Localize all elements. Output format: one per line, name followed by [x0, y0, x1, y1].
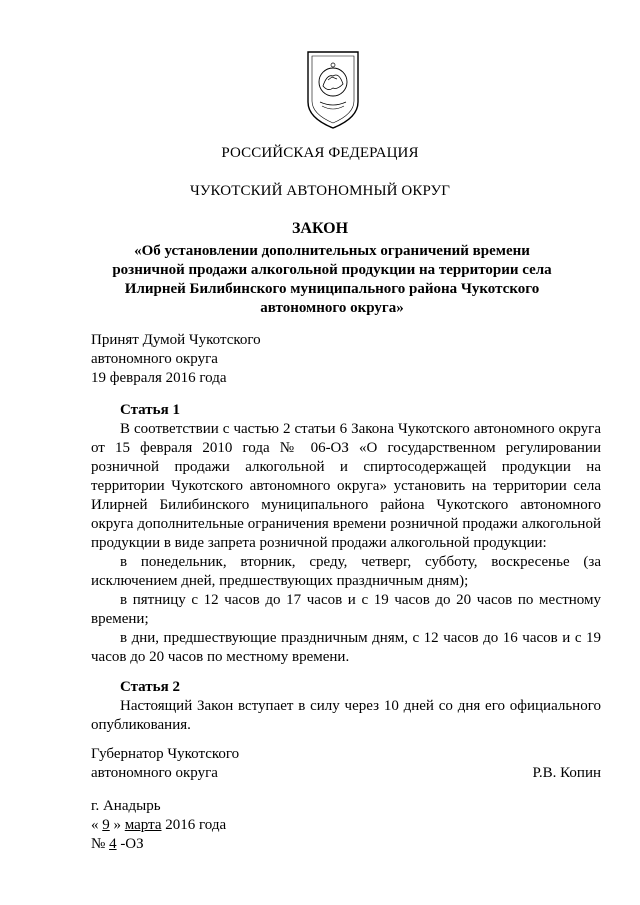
coat-of-arms-emblem — [304, 46, 362, 132]
article-2-text: Настоящий Закон вступает в силу через 10 дней со дня его официального опубликования. — [91, 698, 601, 733]
adoption-line-1: Принят Думой Чукотского — [91, 332, 261, 348]
document-type-title: ЗАКОН — [291, 220, 349, 237]
date-close-quote: » — [109, 817, 125, 833]
number-value: 4 — [109, 836, 117, 852]
article-1-item-3: в дни, предшествующие праздничным дням, с 12 часов до 16 часов и с 19 часов до 20 часов по местному времени. — [91, 630, 601, 665]
country-header: РОССИЙСКАЯ ФЕДЕРАЦИЯ — [221, 145, 419, 161]
date-year: 2016 года — [161, 817, 227, 833]
article-2-heading: Статья 2 — [120, 679, 180, 695]
date-day: 9 — [102, 817, 110, 833]
adoption-info — [91, 331, 601, 388]
signing-date — [91, 816, 601, 835]
signatory-title-line-1: Губернатор Чукотского — [91, 746, 240, 762]
law-name: «Об установлении дополнительных ограничений времени розничной продажи алкогольной продукции на территории села Илирней Билибинского муниципального района Чукотского автономного округа» — [112, 243, 552, 316]
article-2 — [91, 678, 601, 735]
adoption-date: 19 февраля 2016 года — [91, 370, 227, 386]
law-number — [91, 835, 601, 854]
number-suffix: -ОЗ — [116, 836, 144, 852]
article-1-heading: Статья 1 — [120, 402, 180, 418]
document-footer — [91, 797, 601, 854]
region-header: ЧУКОТСКИЙ АВТОНОМНЫЙ ОКРУГ — [189, 183, 451, 199]
article-1-item-2: в пятницу с 12 часов до 17 часов и с 19 часов до 20 часов по местному времени; — [91, 592, 601, 627]
date-month: марта — [124, 817, 162, 833]
city: г. Анадырь — [91, 798, 161, 814]
signature-block — [91, 745, 601, 783]
number-prefix: № — [91, 836, 110, 852]
date-open-quote: « — [91, 817, 103, 833]
signatory-name: Р.В. Копин — [532, 765, 601, 781]
article-1 — [91, 401, 601, 667]
article-1-item-1: в понедельник, вторник, среду, четверг, субботу, воскресенье (за исключением дней, предшествующих праздничным дням); — [91, 554, 601, 589]
article-1-intro: В соответствии с частью 2 статьи 6 Закона Чукотского автономного округа от 15 февраля 2010 года № 06-ОЗ «О государственном регулировании розничной продажи алкогольной и спиртосодержащей продукции на территории Чукотского автономного округа» установить на территории села Илирней Билибинского муниципального района Чукотского автономного округа дополнительные ограничения времени розничной продажи алкогольной продукции в виде запрета розничной продажи алкогольной продукции: — [91, 421, 601, 551]
signatory-title-line-2: автономного округа — [91, 765, 218, 781]
adoption-line-2: автономного округа — [91, 351, 218, 367]
